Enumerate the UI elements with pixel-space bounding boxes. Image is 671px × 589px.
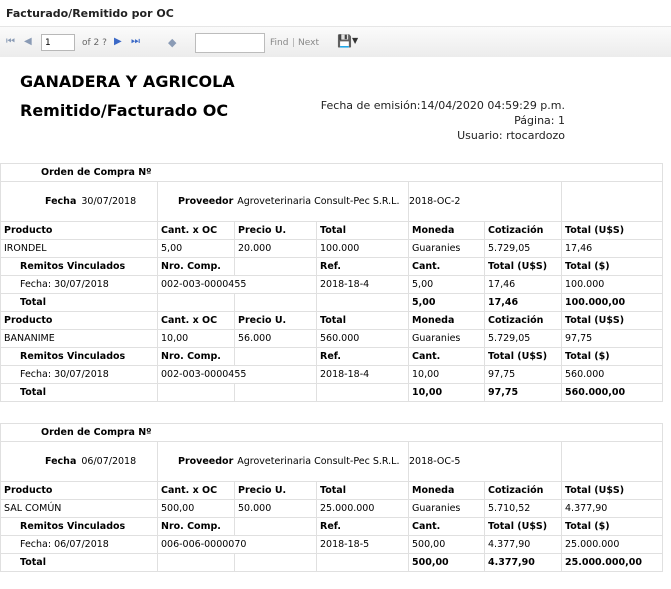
col-cotizacion: Cotización: [485, 482, 562, 500]
product-qty: 10,00: [158, 330, 235, 348]
col-remito-gs: Total ($): [562, 258, 663, 276]
total-usd: 4.377,90: [485, 554, 562, 572]
col-nro-comp: Nro. Comp.: [158, 518, 235, 536]
remito-ref: 2018-18-4: [317, 366, 409, 384]
col-precio: Precio U.: [235, 312, 317, 330]
remito-number: 002-003-0000455: [158, 276, 317, 294]
report-toolbar: [0, 27, 671, 58]
proveedor-label: Proveedor: [178, 455, 234, 467]
company-name: GANADERA Y AGRICOLA: [20, 72, 235, 91]
col-producto: Producto: [1, 482, 158, 500]
product-header-row: [1, 482, 663, 500]
remito-gs: 100.000: [562, 276, 663, 294]
total-label: Total: [1, 294, 158, 312]
product-total-usd: 97,75: [562, 330, 663, 348]
order-supplier: Agroveterinaria Consult-Pec S.R.L.: [237, 195, 400, 207]
col-remito-gs: Total ($): [562, 348, 663, 366]
col-cotizacion: Cotización: [485, 312, 562, 330]
proveedor-label: Proveedor: [178, 195, 234, 207]
col-precio: Precio U.: [235, 482, 317, 500]
col-remito-usd: Total (U$S): [485, 348, 562, 366]
find-link[interactable]: Find: [270, 38, 289, 48]
remito-qty: 5,00: [409, 276, 485, 294]
col-moneda: Moneda: [409, 482, 485, 500]
product-row: [1, 330, 663, 348]
window-title: Facturado/Remitido por OC: [6, 7, 174, 20]
order-table: [0, 163, 663, 402]
order-table: [0, 423, 663, 572]
page-number-input[interactable]: [41, 34, 75, 51]
product-name: BANANIME: [1, 330, 158, 348]
order-number-label: Orden de Compra Nº: [1, 164, 663, 182]
remito-row: [1, 536, 663, 554]
remito-usd: 97,75: [485, 366, 562, 384]
remito-row: [1, 276, 663, 294]
col-ref: Ref.: [317, 348, 409, 366]
col-cant-oc: Cant. x OC: [158, 482, 235, 500]
product-rate: 5.710,52: [485, 500, 562, 518]
remito-gs: 25.000.000: [562, 536, 663, 554]
product-row: [1, 240, 663, 258]
remitos-header-row: [1, 348, 663, 366]
col-total: Total: [317, 222, 409, 240]
order-date: 06/07/2018: [81, 455, 137, 467]
remito-date: Fecha: 30/07/2018: [1, 366, 158, 384]
chevron-down-icon[interactable]: ▼: [352, 36, 359, 45]
col-cant-oc: Cant. x OC: [158, 222, 235, 240]
total-row: [1, 384, 663, 402]
page-count-label: of 2 ?: [82, 38, 107, 48]
col-remito-usd: Total (U$S): [485, 518, 562, 536]
order-header-row: [1, 424, 663, 442]
product-qty: 5,00: [158, 240, 235, 258]
remito-gs: 560.000: [562, 366, 663, 384]
remito-number: 006-006-0000070: [158, 536, 317, 554]
order-info-row: [1, 182, 663, 222]
emission-date: Fecha de emisión:14/04/2020 04:59:29 p.m.: [320, 99, 565, 112]
total-qty: 10,00: [409, 384, 485, 402]
last-page-icon[interactable]: ⏭: [131, 36, 140, 47]
col-total-usd: Total (U$S): [562, 222, 663, 240]
remito-date: Fecha: 30/07/2018: [1, 276, 158, 294]
product-currency: Guaranies: [409, 240, 485, 258]
col-ref: Ref.: [317, 518, 409, 536]
next-page-icon[interactable]: ▶: [114, 36, 122, 47]
total-qty: 500,00: [409, 554, 485, 572]
total-usd: 97,75: [485, 384, 562, 402]
col-moneda: Moneda: [409, 312, 485, 330]
product-qty: 500,00: [158, 500, 235, 518]
total-gs: 100.000,00: [562, 294, 663, 312]
fecha-label: Fecha: [45, 455, 77, 467]
remitos-header-row: [1, 258, 663, 276]
next-link[interactable]: Next: [298, 38, 319, 48]
order-number-label: Orden de Compra Nº: [1, 424, 663, 442]
col-producto: Producto: [1, 312, 158, 330]
remitos-header-row: [1, 518, 663, 536]
remito-number: 002-003-0000455: [158, 366, 317, 384]
col-remitos: Remitos Vinculados: [1, 348, 158, 366]
product-row: [1, 500, 663, 518]
order-ref: 2018-OC-2: [409, 195, 461, 207]
col-producto: Producto: [1, 222, 158, 240]
total-usd: 17,46: [485, 294, 562, 312]
col-cant-oc: Cant. x OC: [158, 312, 235, 330]
product-header-row: [1, 312, 663, 330]
col-cotizacion: Cotización: [485, 222, 562, 240]
col-remito-usd: Total (U$S): [485, 258, 562, 276]
product-price: 56.000: [235, 330, 317, 348]
product-name: SAL COMÚN: [1, 500, 158, 518]
remito-usd: 17,46: [485, 276, 562, 294]
col-nro-comp: Nro. Comp.: [158, 258, 235, 276]
order-info-row: [1, 442, 663, 482]
remito-ref: 2018-18-4: [317, 276, 409, 294]
total-row: [1, 294, 663, 312]
total-label: Total: [1, 554, 158, 572]
product-price: 50.000: [235, 500, 317, 518]
first-page-icon[interactable]: ⏮: [6, 36, 15, 47]
remito-qty: 500,00: [409, 536, 485, 554]
col-total: Total: [317, 312, 409, 330]
col-remitos: Remitos Vinculados: [1, 518, 158, 536]
col-cant: Cant.: [409, 518, 485, 536]
order-date: 30/07/2018: [81, 195, 137, 207]
product-header-row: [1, 222, 663, 240]
export-icon[interactable]: 💾: [337, 34, 352, 48]
product-total-usd: 17,46: [562, 240, 663, 258]
order-ref: 2018-OC-5: [409, 455, 461, 467]
find-input[interactable]: [195, 33, 265, 53]
remito-usd: 4.377,90: [485, 536, 562, 554]
product-total: 25.000.000: [317, 500, 409, 518]
fecha-label: Fecha: [45, 195, 77, 207]
remito-ref: 2018-18-5: [317, 536, 409, 554]
product-total: 560.000: [317, 330, 409, 348]
col-nro-comp: Nro. Comp.: [158, 348, 235, 366]
col-ref: Ref.: [317, 258, 409, 276]
total-row: [1, 554, 663, 572]
col-total: Total: [317, 482, 409, 500]
prev-page-icon[interactable]: ◀: [24, 36, 32, 47]
product-currency: Guaranies: [409, 330, 485, 348]
product-total-usd: 4.377,90: [562, 500, 663, 518]
total-gs: 25.000.000,00: [562, 554, 663, 572]
product-name: IRONDEL: [1, 240, 158, 258]
order-header-row: [1, 164, 663, 182]
col-total-usd: Total (U$S): [562, 482, 663, 500]
product-rate: 5.729,05: [485, 240, 562, 258]
col-cant: Cant.: [409, 258, 485, 276]
window-titlebar: [0, 0, 671, 27]
remito-qty: 10,00: [409, 366, 485, 384]
product-rate: 5.729,05: [485, 330, 562, 348]
report-page: [0, 57, 671, 589]
back-icon[interactable]: ◆: [168, 36, 177, 49]
col-cant: Cant.: [409, 348, 485, 366]
col-precio: Precio U.: [235, 222, 317, 240]
col-remito-gs: Total ($): [562, 518, 663, 536]
col-moneda: Moneda: [409, 222, 485, 240]
order-supplier: Agroveterinaria Consult-Pec S.R.L.: [237, 455, 400, 467]
col-total-usd: Total (U$S): [562, 312, 663, 330]
remito-row: [1, 366, 663, 384]
user-label: Usuario: rtocardozo: [457, 129, 565, 142]
product-price: 20.000: [235, 240, 317, 258]
report-title: Remitido/Facturado OC: [20, 101, 229, 120]
find-separator: |: [292, 38, 296, 48]
col-remitos: Remitos Vinculados: [1, 258, 158, 276]
total-qty: 5,00: [409, 294, 485, 312]
total-label: Total: [1, 384, 158, 402]
total-gs: 560.000,00: [562, 384, 663, 402]
report-meta: [321, 98, 565, 143]
remito-date: Fecha: 06/07/2018: [1, 536, 158, 554]
product-total: 100.000: [317, 240, 409, 258]
page-indicator: Página: 1: [514, 114, 565, 127]
product-currency: Guaranies: [409, 500, 485, 518]
